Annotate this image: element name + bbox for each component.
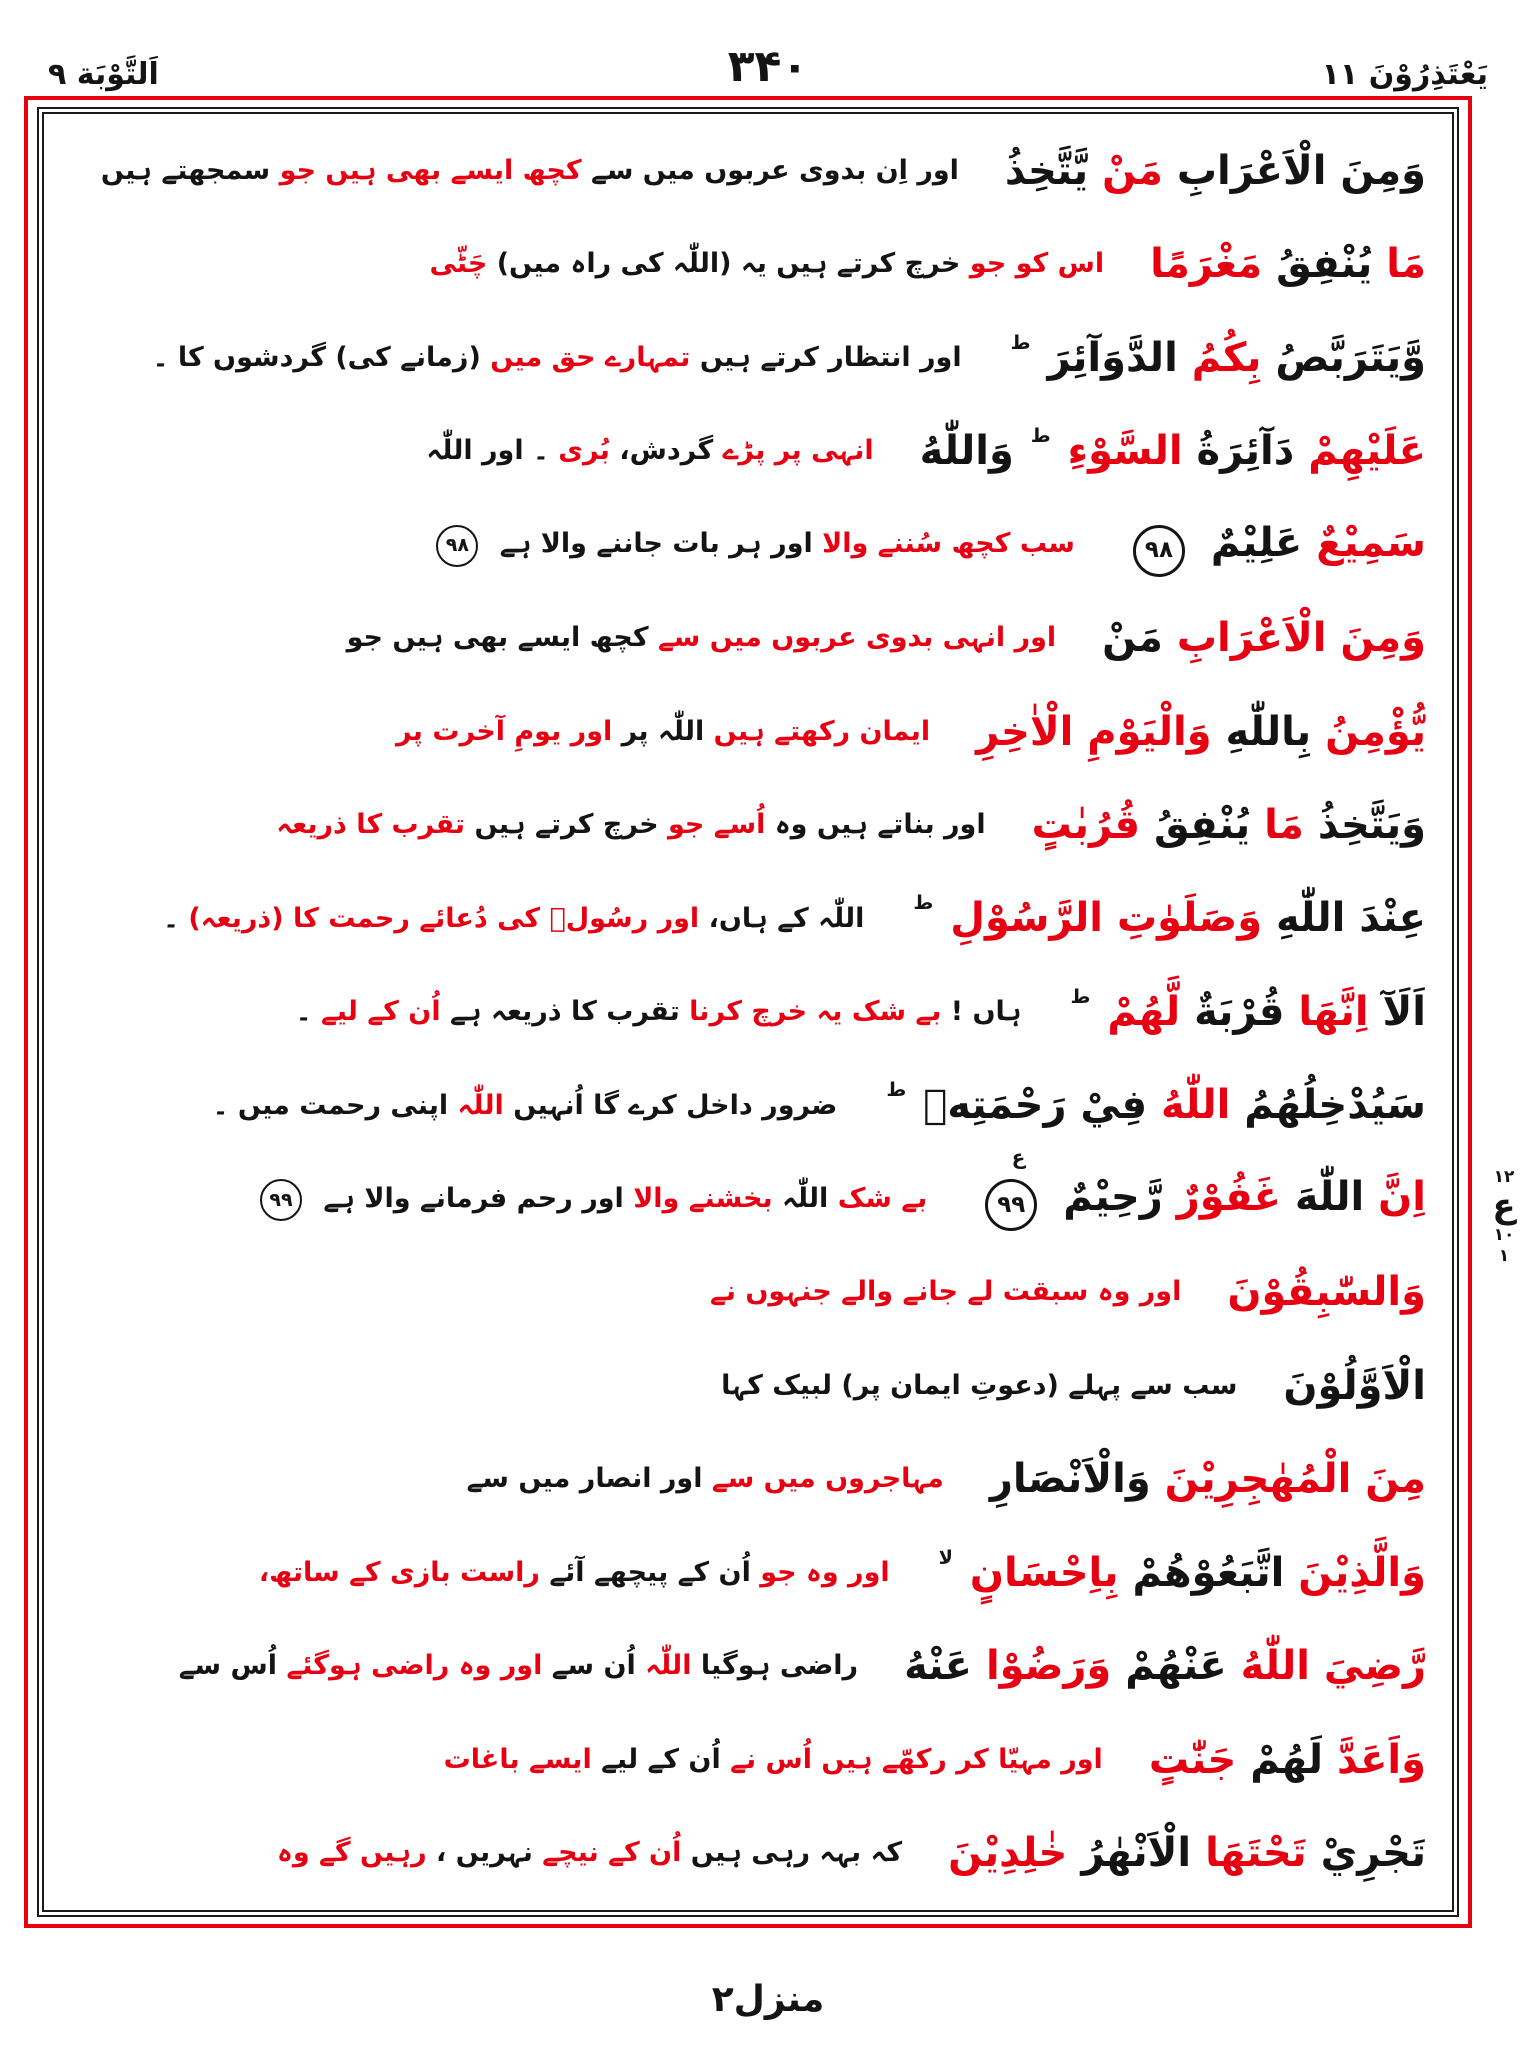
page-header [48, 22, 1488, 92]
arabic-line [904, 1635, 1426, 1697]
text-segment: خرچ کرتے ہیں یہ (اللّٰہ کی راہ میں) [496, 248, 961, 280]
text-segment: تقرب کا ذریعہ [276, 809, 466, 841]
stop-sign-mark: ط [913, 891, 934, 915]
urdu-translation-line [66, 991, 1022, 1033]
verse-row [60, 965, 1432, 1058]
text-segment: چَٹّی [429, 248, 488, 280]
text-segment: وَالَّذِيْنَ [1298, 1549, 1426, 1596]
text-segment: وَيَتَّخِذُ [1317, 802, 1426, 849]
text-segment: يَّتَّخِذُ [1004, 147, 1089, 194]
urdu-translation-line [66, 1365, 1237, 1407]
ruku-margin-marker [1478, 1168, 1530, 1266]
urdu-translation-line [66, 804, 986, 846]
text-segment: اپنی رحمت میں ۔ [212, 1089, 449, 1121]
inner-black-frame [37, 107, 1459, 1917]
arabic-line [948, 1822, 1426, 1884]
urdu-translation-line [66, 150, 959, 192]
text-segment: بِكُمُ [1191, 334, 1262, 381]
text-segment: اس کو جو [969, 248, 1105, 280]
text-segment: اور ہر بات جاننے والا ہے [499, 528, 813, 560]
urdu-translation-line [66, 1271, 1181, 1313]
text-segment: مَا [1386, 241, 1426, 288]
text-segment: اور رحم فرمانے والا ہے [323, 1182, 624, 1214]
text-segment: اُس سے [178, 1650, 278, 1682]
verse-row [60, 124, 1432, 217]
arabic-line [1005, 140, 1426, 202]
text-segment: راضی ہوگیا [700, 1650, 859, 1682]
text-segment: اِنَّ [1378, 1174, 1426, 1221]
text-segment: کچھ ایسے بھی ہیں جو [279, 154, 582, 186]
ain-ruku-icon: ع [1492, 1185, 1516, 1226]
urdu-translation-line [66, 1739, 1103, 1781]
text-segment: سَيُدْخِلُهُمُ [1244, 1082, 1426, 1129]
text-segment: وَالْاَنْصَارِ [989, 1456, 1151, 1503]
text-segment: بُری [558, 435, 610, 467]
text-segment: بے شک یہ خرچ کرنا [689, 996, 942, 1028]
verse-row [60, 217, 1432, 310]
verse-row [60, 498, 1432, 591]
text-segment: اور رسُولؐ کی دُعائے رحمت کا (ذریعہ) [188, 902, 700, 934]
text-segment: مَنْ [1102, 147, 1163, 194]
text-segment: لَّهُمْ [1107, 988, 1181, 1035]
verse-number-urdu: ۹۹ [260, 1179, 302, 1221]
ain-stop-icon: ع [1011, 1144, 1026, 1169]
verse-row [60, 872, 1432, 965]
manzil-footer: منزل۲ [711, 1979, 825, 2020]
text-segment: خرچ کرتے ہیں [474, 809, 659, 841]
text-segment: اور اِن بدوی عربوں میں سے [591, 154, 959, 186]
ruku-number-top: ١٢ [1493, 1167, 1515, 1187]
text-segment: بخشنے والا [633, 1182, 773, 1214]
arabic-line [990, 1448, 1426, 1510]
text-segment: الْاَوَّلُوْنَ [1283, 1362, 1426, 1409]
urdu-translation-line [66, 1552, 890, 1594]
text-segment: قُرْبَةٌ [1194, 988, 1285, 1035]
text-segment: خٰلِدِيْنَ [948, 1830, 1068, 1877]
verse-row [60, 1059, 1432, 1152]
arabic-line [1149, 1729, 1426, 1791]
text-segment: اُن کے پیچھے آئے [549, 1556, 751, 1588]
verse-number-badge [260, 1177, 302, 1222]
urdu-translation-line [66, 1177, 927, 1222]
text-segment: تقرب کا ذریعہ ہے [449, 996, 680, 1028]
text-segment: وَصَلَوٰتِ الرَّسُوْلِ [950, 895, 1263, 942]
text-segment: اُن کے لیے [320, 996, 441, 1028]
text-segment: سَمِيْعٌ [1316, 520, 1426, 567]
text-segment: اور انہی بدوی عربوں میں سے [657, 622, 1057, 654]
stop-sign-mark: ط [1030, 424, 1051, 448]
text-segment: سمجھتے ہیں [100, 154, 271, 186]
text-segment: اور مہیّا کر رکھّے ہیں اُس نے [730, 1743, 1103, 1775]
text-segment: تَجْرِيْ [1320, 1830, 1426, 1877]
text-segment: تمہارے حق میں [490, 341, 691, 373]
text-segment: اُن کے لیے [601, 1743, 721, 1775]
text-segment: يُنْفِقُ [1276, 241, 1373, 288]
text-segment: (زمانے کی) گردشوں کا ۔ [152, 341, 481, 373]
juz-name: يَعْتَذِرُوْنَ ١١ [1321, 57, 1488, 92]
text-segment: اِنَّهَا [1298, 988, 1369, 1035]
text-segment: ۔ اور اللّٰہ [426, 435, 549, 467]
text-segment: ایمان رکھتے ہیں [713, 715, 931, 747]
text-segment: سب سے پہلے (دعوتِ ایمان پر) لبیک کہا [721, 1369, 1238, 1401]
text-segment: رَّحِيْمٌ [1063, 1174, 1163, 1221]
text-segment: لَهُمْ [1250, 1736, 1324, 1783]
text-segment: دَآئِرَةُ [1196, 428, 1295, 475]
text-segment: بِاللّٰهِ [1225, 708, 1312, 755]
verse-row [60, 1713, 1432, 1806]
text-segment: مَا [1264, 802, 1304, 849]
verse-row [60, 311, 1432, 404]
text-segment: عَلِيْمٌ [1210, 520, 1303, 567]
text-segment: تَحْتَهَا [1205, 1830, 1307, 1877]
text-segment: جَنّٰتٍ [1148, 1736, 1237, 1783]
arabic-line [976, 701, 1426, 763]
arabic-line [883, 1074, 1426, 1136]
stop-sign-mark: لا [938, 1545, 953, 1569]
text-segment: ۔ [295, 996, 312, 1028]
page-number: ۳۴۰ [727, 41, 809, 92]
verse-row [60, 1339, 1432, 1432]
text-segment: اللّٰہ پر [621, 715, 705, 747]
text-segment: رہیں گے وہ [277, 1837, 427, 1869]
text-segment: غَفُوْرٌ [1176, 1174, 1281, 1221]
arabic-line [1150, 233, 1426, 295]
arabic-line [920, 420, 1426, 482]
text-segment: مَنْ [1102, 615, 1163, 662]
verse-row [60, 404, 1432, 497]
urdu-translation-line [66, 1832, 902, 1874]
text-segment: کچھ ایسے بھی ہیں جو [346, 622, 649, 654]
text-segment: راست بازی کے ساتھ، [258, 1556, 540, 1588]
urdu-translation-line [66, 430, 874, 472]
urdu-translation-line [66, 243, 1104, 285]
text-segment: اُن کے نیچے [542, 1837, 682, 1869]
verse-number-arabic: ۹۸ [1133, 525, 1185, 577]
text-segment: انہی پر پڑے [722, 435, 874, 467]
text-segment: اللّٰہ [645, 1650, 692, 1682]
text-segment: ایسے باغات [443, 1743, 592, 1775]
verse-number-badge [985, 1144, 1037, 1232]
text-segment: السَّوْءِ [1067, 428, 1183, 475]
text-segment: يُنْفِقُ [1153, 802, 1251, 849]
text-segment: وَاللّٰهُ [919, 428, 1014, 475]
urdu-translation-line [66, 898, 864, 940]
text-segment: اللّٰهَ [1294, 1174, 1365, 1221]
text-segment: ہاں ! [950, 996, 1022, 1028]
urdu-translation-line [66, 617, 1056, 659]
text-segment: وَالْيَوْمِ الْاٰخِرِ [976, 708, 1212, 755]
text-segment: الدَّوَآئِرَ [1047, 334, 1178, 381]
verse-row [60, 778, 1432, 871]
urdu-translation-line [66, 337, 962, 379]
text-segment: گردش، [619, 435, 714, 467]
verse-number-urdu: ۹۸ [436, 525, 478, 567]
ruku-number-bottom: ١ [1498, 1246, 1510, 1267]
arabic-line [1032, 794, 1426, 856]
urdu-translation-line [66, 1458, 944, 1500]
text-segment: وَاَعَدَّ [1336, 1736, 1426, 1783]
verse-number-badge [1133, 513, 1185, 577]
text-segment: اللّٰہ [782, 1182, 829, 1214]
text-segment: اللّٰہ [457, 1089, 504, 1121]
arabic-line [1068, 981, 1427, 1043]
urdu-translation-line [66, 711, 930, 753]
text-segment: وَمِنَ الْاَعْرَابِ [1176, 615, 1426, 662]
arabic-line [973, 1144, 1426, 1231]
text-segment: اور انتظار کرتے ہیں [699, 341, 962, 373]
text-segment: يُّؤْمِنُ [1325, 708, 1426, 755]
verse-row [60, 1246, 1432, 1339]
arabic-line [1102, 607, 1426, 669]
text-segment: وَالسّٰبِقُوْنَ [1227, 1269, 1426, 1316]
verse-row [60, 685, 1432, 778]
text-segment: وَرَضُوْا [985, 1643, 1112, 1690]
verse-row [60, 1526, 1432, 1619]
text-segment: ۔ [163, 902, 179, 934]
text-segment: ضرور داخل کرے گا اُنہیں [513, 1089, 838, 1121]
text-segment: اور وہ جو [760, 1556, 890, 1588]
text-segment: اور وہ سبقت لے جانے والے جنہوں نے [710, 1276, 1182, 1308]
text-segment: سب کچھ سُننے والا [822, 528, 1075, 560]
text-segment: اور وہ راضی ہوگئے [286, 1650, 543, 1682]
arabic-line [1121, 512, 1426, 577]
text-segment: الْاَنْهٰرُ [1081, 1830, 1192, 1877]
text-segment: اور بناتے ہیں وہ [774, 809, 986, 841]
text-segment: اُن سے [551, 1650, 636, 1682]
text-segment: بے شک [837, 1182, 928, 1214]
text-segment: بِاِحْسَانٍ [969, 1549, 1119, 1596]
text-segment: قُرُبٰتٍ [1031, 802, 1141, 849]
ruku-number-mid: ١٠ [1493, 1225, 1515, 1246]
text-segment: عَنْهُ [904, 1643, 973, 1690]
text-segment: رَّضِيَ اللّٰهُ [1240, 1643, 1426, 1690]
verse-row [60, 1806, 1432, 1899]
text-segment: وَمِنَ الْاَعْرَابِ [1176, 147, 1426, 194]
text-segment: اور انصار میں سے [466, 1463, 703, 1495]
verse-number-badge [436, 522, 478, 567]
text-segment: عَلَيْهِمْ [1308, 428, 1426, 475]
text-segment: نہریں ، [436, 1837, 533, 1869]
outer-red-frame [24, 96, 1472, 1928]
text-segment: فِيْ رَحْمَتِهٖ [923, 1082, 1148, 1129]
arabic-line [1008, 327, 1426, 389]
urdu-translation-line [66, 522, 1075, 567]
text-segment: مِنَ الْمُهٰجِرِيْنَ [1164, 1456, 1426, 1503]
verse-number-arabic: ۹۹ [985, 1179, 1037, 1231]
text-grid [60, 124, 1432, 1900]
text-segment: اُسے جو [667, 809, 766, 841]
stop-sign-mark: ط [1010, 330, 1031, 354]
text-segment: اور یومِ آخرت پر [396, 715, 613, 747]
arabic-line [1227, 1261, 1426, 1323]
text-segment: وَّيَتَرَبَّصُ [1275, 334, 1426, 381]
text-segment: عَنْهُمْ [1125, 1643, 1227, 1690]
stop-sign-mark: ط [886, 1078, 907, 1102]
arabic-line [936, 1542, 1426, 1604]
text-segment: اَلَآ [1382, 988, 1426, 1035]
surah-name: اَلتَّوْبَة ٩ [48, 57, 159, 92]
verse-row [60, 1620, 1432, 1713]
urdu-translation-line [66, 1085, 837, 1127]
verse-row [60, 1144, 1432, 1245]
stop-sign-mark: ط [1070, 984, 1091, 1008]
urdu-translation-line [66, 1645, 858, 1687]
verse-row [60, 591, 1432, 684]
text-segment: کہ بہہ رہی ہیں [690, 1837, 903, 1869]
text-segment: اللّٰهُ [1161, 1082, 1231, 1129]
text-segment: اللّٰہ کے ہاں، [708, 902, 865, 934]
text-segment: مَغْرَمًا [1150, 241, 1263, 288]
text-segment: اتَّبَعُوْهُمْ [1132, 1549, 1285, 1596]
arabic-line [1283, 1355, 1426, 1417]
text-segment: مہاجروں میں سے [711, 1463, 944, 1495]
arabic-line [910, 887, 1426, 949]
verse-row [60, 1433, 1432, 1526]
text-segment: عِنْدَ اللّٰهِ [1276, 895, 1426, 942]
